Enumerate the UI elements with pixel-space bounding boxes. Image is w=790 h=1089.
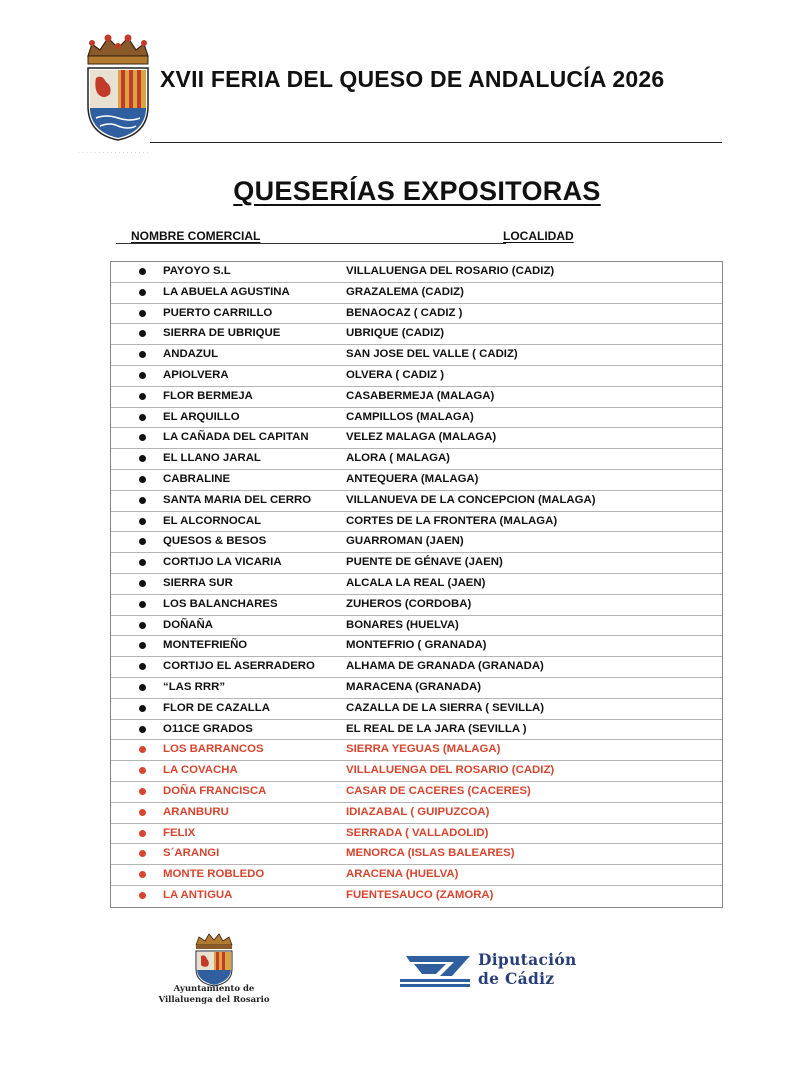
row-location: MARACENA (GRANADA): [346, 680, 481, 693]
header-divider: [150, 142, 722, 143]
row-name: SIERRA DE UBRIQUE: [163, 327, 281, 340]
row-name: LA ABUELA AGUSTINA: [163, 285, 290, 298]
table-row: [111, 636, 722, 657]
row-location: SAN JOSE DEL VALLE ( CADIZ): [346, 348, 518, 361]
column-header-name: NOMBRE COMERCIAL: [131, 229, 261, 243]
table-row: [111, 408, 722, 429]
row-location: OLVERA ( CADIZ ): [346, 368, 445, 381]
table-row: [111, 387, 722, 408]
bullet-icon: [139, 268, 146, 275]
bullet-icon: [139, 622, 146, 629]
row-location: IDIAZABAL ( GUIPUZCOA): [346, 805, 490, 818]
bullet-icon: [139, 892, 146, 899]
coat-of-arms-icon: [82, 34, 154, 142]
row-location: CAMPILLOS (MALAGA): [346, 410, 474, 423]
row-name: LOS BALANCHARES: [163, 597, 278, 610]
table-row: [111, 740, 722, 761]
table-row: [111, 283, 722, 304]
table-row: [111, 595, 722, 616]
row-name: MONTE ROBLEDO: [163, 868, 265, 881]
bullet-icon: [139, 372, 146, 379]
row-location: ALORA ( MALAGA): [346, 452, 450, 465]
row-name: LA COVACHA: [163, 764, 238, 777]
column-header-rule: [116, 243, 506, 244]
table-row: [111, 304, 722, 325]
page-title: QUESERÍAS EXPOSITORAS: [233, 176, 601, 206]
row-name: CORTIJO EL ASERRADERO: [163, 660, 315, 673]
bullet-icon: [139, 518, 146, 525]
row-location: SIERRA YEGUAS (MALAGA): [346, 743, 501, 756]
row-location: BENAOCAZ ( CADIZ ): [346, 306, 463, 319]
row-location: CAZALLA DE LA SIERRA ( SEVILLA): [346, 701, 545, 714]
row-location: VELEZ MALAGA (MALAGA): [346, 431, 497, 444]
row-name: S´ARANGI: [163, 847, 220, 860]
row-location: UBRIQUE (CADIZ): [346, 327, 445, 340]
table-row: [111, 449, 722, 470]
row-name: DOÑA FRANCISCA: [163, 784, 267, 797]
bullet-icon: [139, 684, 146, 691]
table-row: [111, 616, 722, 637]
table-row: [111, 865, 722, 886]
row-location: ALHAMA DE GRANADA (GRANADA): [346, 660, 544, 673]
bullet-icon: [139, 705, 146, 712]
row-name: FLOR DE CAZALLA: [163, 701, 270, 714]
bullet-icon: [139, 871, 146, 878]
row-name: QUESOS & BESOS: [163, 535, 267, 548]
row-name: EL ALCORNOCAL: [163, 514, 262, 527]
bullet-icon: [139, 809, 146, 816]
bullet-icon: [139, 601, 146, 608]
row-location: PUENTE DE GÉNAVE (JAEN): [346, 556, 503, 569]
bullet-icon: [139, 434, 146, 441]
ayuntamiento-caption: [150, 984, 278, 1006]
row-name: MONTEFRIEÑO: [163, 639, 248, 652]
row-name: CORTIJO LA VICARIA: [163, 556, 282, 569]
bullet-icon: [139, 476, 146, 483]
table-row: [111, 532, 722, 553]
bullet-icon: [139, 310, 146, 317]
bullet-icon: [139, 580, 146, 587]
bullet-icon: [139, 538, 146, 545]
row-name: CABRALINE: [163, 472, 231, 485]
row-name: ANDAZUL: [163, 348, 219, 361]
table-row: [111, 678, 722, 699]
table-row: [111, 345, 722, 366]
bullet-icon: [139, 788, 146, 795]
row-name: SANTA MARIA DEL CERRO: [163, 493, 312, 506]
row-location: VILLALUENGA DEL ROSARIO (CADIZ): [346, 764, 555, 777]
footer-coat-of-arms-icon: [190, 933, 238, 987]
row-location: ZUHEROS (CORDOBA): [346, 597, 472, 610]
bullet-icon: [139, 850, 146, 857]
bullet-icon: [139, 663, 146, 670]
row-location: EL REAL DE LA JARA (SEVILLA ): [346, 722, 527, 735]
row-location: MENORCA (ISLAS BALEARES): [346, 847, 515, 860]
bullet-icon: [139, 497, 146, 504]
table-row: [111, 657, 722, 678]
bullet-icon: [139, 351, 146, 358]
row-name: ARANBURU: [163, 805, 229, 818]
table-row: [111, 824, 722, 845]
row-location: VILLALUENGA DEL ROSARIO (CADIZ): [346, 265, 555, 277]
diputacion-line-1: Diputación: [478, 950, 577, 969]
row-location: CORTES DE LA FRONTERA (MALAGA): [346, 514, 558, 527]
row-location: SERRADA ( VALLADOLID): [346, 826, 489, 839]
table-row: [111, 553, 722, 574]
column-header-location: LOCALIDAD: [503, 229, 574, 243]
row-name: LOS BARRANCOS: [163, 743, 264, 756]
row-location: VILLANUEVA DE LA CONCEPCION (MALAGA): [346, 493, 596, 506]
table-row: [111, 761, 722, 782]
row-location: BONARES (HUELVA): [346, 618, 459, 631]
row-name: PUERTO CARRILLO: [163, 306, 273, 319]
bullet-icon: [139, 455, 146, 462]
table-row: [111, 803, 722, 824]
table-row: [111, 699, 722, 720]
bullet-icon: [139, 830, 146, 837]
row-location: MONTEFRIO ( GRANADA): [346, 639, 487, 652]
row-name: PAYOYO S.L: [163, 265, 231, 277]
row-name: DOÑAÑA: [163, 618, 213, 631]
bullet-icon: [139, 746, 146, 753]
row-name: SIERRA SUR: [163, 576, 233, 589]
row-name: FLOR BERMEJA: [163, 389, 253, 402]
diputacion-caption: [478, 950, 577, 988]
row-name: EL ARQUILLO: [163, 410, 240, 423]
table-row: [111, 428, 722, 449]
row-location: ARACENA (HUELVA): [346, 868, 459, 881]
ayuntamiento-line-1: Ayuntamiento de: [173, 984, 255, 994]
header-caption-decoration: · · · · · · · · · · · · · · · · · ·: [78, 150, 150, 156]
bullet-icon: [139, 767, 146, 774]
table-row: [111, 470, 722, 491]
table-row: [111, 512, 722, 533]
row-location: CASABERMEJA (MALAGA): [346, 389, 495, 402]
header-title: XVII FERIA DEL QUESO DE ANDALUCÍA 2026: [160, 66, 665, 92]
row-name: APIOLVERA: [163, 368, 229, 381]
bullet-icon: [139, 330, 146, 337]
table-row: [111, 782, 722, 803]
row-location: FUENTESAUCO (ZAMORA): [346, 888, 494, 901]
row-location: ANTEQUERA (MALAGA): [346, 472, 479, 485]
bullet-icon: [139, 393, 146, 400]
bullet-icon: [139, 642, 146, 649]
exhibitor-table: [110, 261, 723, 908]
table-row: [111, 324, 722, 345]
table-row: [111, 844, 722, 865]
diputacion-line-2: de Cádiz: [478, 969, 555, 988]
row-name: FELIX: [163, 826, 196, 839]
row-location: ALCALA LA REAL (JAEN): [346, 576, 486, 589]
ayuntamiento-line-2: Villaluenga del Rosario: [158, 995, 270, 1005]
row-location: CASAR DE CACERES (CACERES): [346, 784, 531, 797]
table-row: [111, 262, 722, 283]
table-row: [111, 886, 722, 907]
row-name: “LAS RRR”: [163, 680, 226, 693]
table-row: [111, 574, 722, 595]
row-location: GRAZALEMA (CADIZ): [346, 285, 464, 298]
table-row: [111, 366, 722, 387]
row-name: O11CE GRADOS: [163, 722, 253, 735]
bullet-icon: [139, 559, 146, 566]
bullet-icon: [139, 726, 146, 733]
diputacion-logo-icon: [400, 950, 474, 988]
table-row: [111, 491, 722, 512]
row-name: LA CAÑADA DEL CAPITAN: [163, 431, 309, 444]
bullet-icon: [139, 414, 146, 421]
bullet-icon: [139, 289, 146, 296]
row-name: EL LLANO JARAL: [163, 452, 261, 465]
row-location: GUARROMAN (JAEN): [346, 535, 464, 548]
table-row: [111, 720, 722, 741]
row-name: LA ANTIGUA: [163, 888, 233, 901]
